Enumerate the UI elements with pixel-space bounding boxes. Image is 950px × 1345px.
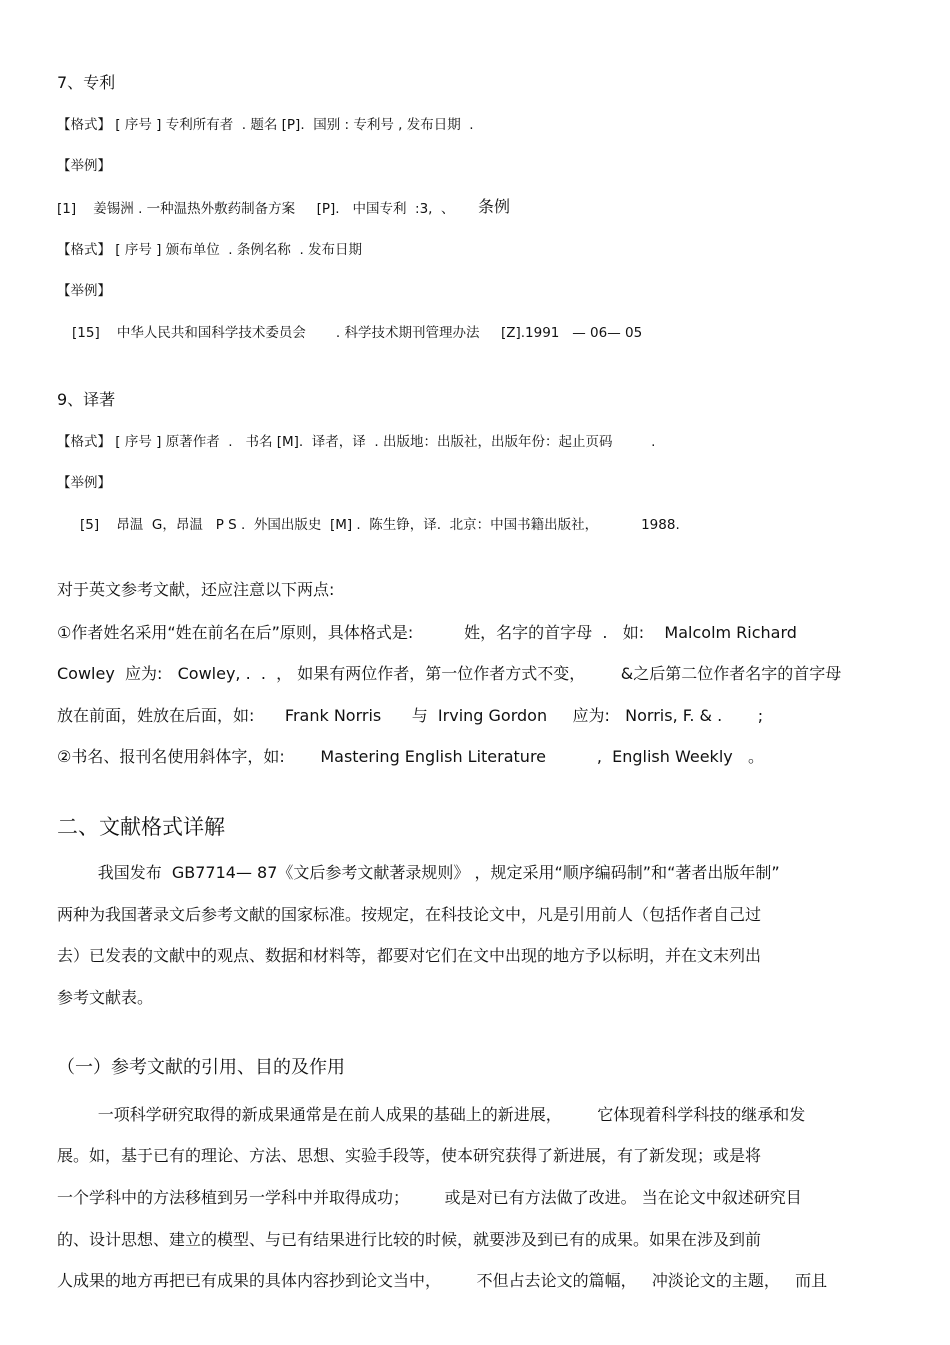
translation-format: 【格式】 [ 序号 ] 原著作者 . 书名 [M]. 译者，译 . 出版地：出版社，出版年份：起止页码 . [57,434,656,450]
subsection-paragraph-line: 一个学科中的方法移植到另一学科中并取得成功； 或是对已有方法做了改进。 当在论文中叙述研究目 [57,1188,802,1207]
translation-example: [5] 昂温 G，昂温 P S . 外国出版史 [M] . 陈生铮，译. 北京：中国书籍出版社， 1988. [80,517,680,533]
subsection-heading: （一）参考文献的引用、目的及作用 [57,1057,345,1078]
section-paragraph-line: 参考文献表。 [57,988,154,1007]
english-notes-line: 放在前面，姓放在后面，如: Frank Norris 与 Irving Gordon 应为: Norris, F. & . ; [57,706,764,725]
english-notes-line: Cowley 应为: Cowley, . . ， 如果有两位作者，第一位作者方式不变， &之后第二位作者名字的首字母 [57,664,842,683]
section-heading: 二、文献格式详解 [57,815,225,839]
regulation-example-label: 【举例】 [57,283,111,299]
section-paragraph-line: 我国发布 GB7714— 87《文后参考文献著录规则》 ，规定采用“顺序编码制”和“著者出版年制” [57,863,780,882]
english-notes-line: ②书名、报刊名使用斜体字，如: Mastering English Literature , English Weekly 。 [57,747,764,766]
patent-heading: 7、专利 [57,73,116,92]
translation-example-label: 【举例】 [57,475,111,491]
section-paragraph-line: 两种为我国著录文后参考文献的国家标准。按规定，在科技论文中，凡是引用前人（包括作者自己过 [57,905,762,924]
regulation-heading: 条例 [478,197,511,216]
patent-format: 【格式】 [ 序号 ] 专利所有者 . 题名 [P]. 国别 : 专利号 , 发布日期 . [57,117,474,133]
subsection-paragraph-line: 一项科学研究取得的新成果通常是在前人成果的基础上的新进展， 它体现着科学科技的继承和发 [57,1105,806,1124]
english-notes-line: ①作者姓名采用“姓在前名在后”原则，具体格式是: 姓，名字的首字母 . 如: Malcolm Richard [57,623,797,642]
patent-example: [1] 姜锡洲 . 一种温热外敷药制备方案 [P]. 中国专利 :3, 、 [57,201,455,217]
translation-heading: 9、译著 [57,390,116,409]
subsection-paragraph-line: 展。如，基于已有的理论、方法、思想、实验手段等，使本研究获得了新进展，有了新发现；或是将 [57,1146,762,1165]
regulation-format: 【格式】 [ 序号 ] 颁布单位 . 条例名称 . 发布日期 [57,242,363,258]
patent-example-label: 【举例】 [57,158,111,174]
english-notes-intro: 对于英文参考文献，还应注意以下两点: [57,580,335,599]
regulation-example: [15] 中华人民共和国科学技术委员会 . 科学技术期刊管理办法 [Z].1991 — 06— 05 [72,325,643,341]
subsection-paragraph-line: 的、设计思想、建立的模型、与已有结果进行比较的时候，就要涉及到已有的成果。如果在涉及到前 [57,1230,762,1249]
subsection-paragraph-line: 人成果的地方再把已有成果的具体内容抄到论文当中， 不但占去论文的篇幅， 冲淡论文的主题， 而且 [57,1271,828,1290]
section-paragraph-line: 去）已发表的文献中的观点、数据和材料等，都要对它们在文中出现的地方予以标明，并在文末列出 [57,946,762,965]
